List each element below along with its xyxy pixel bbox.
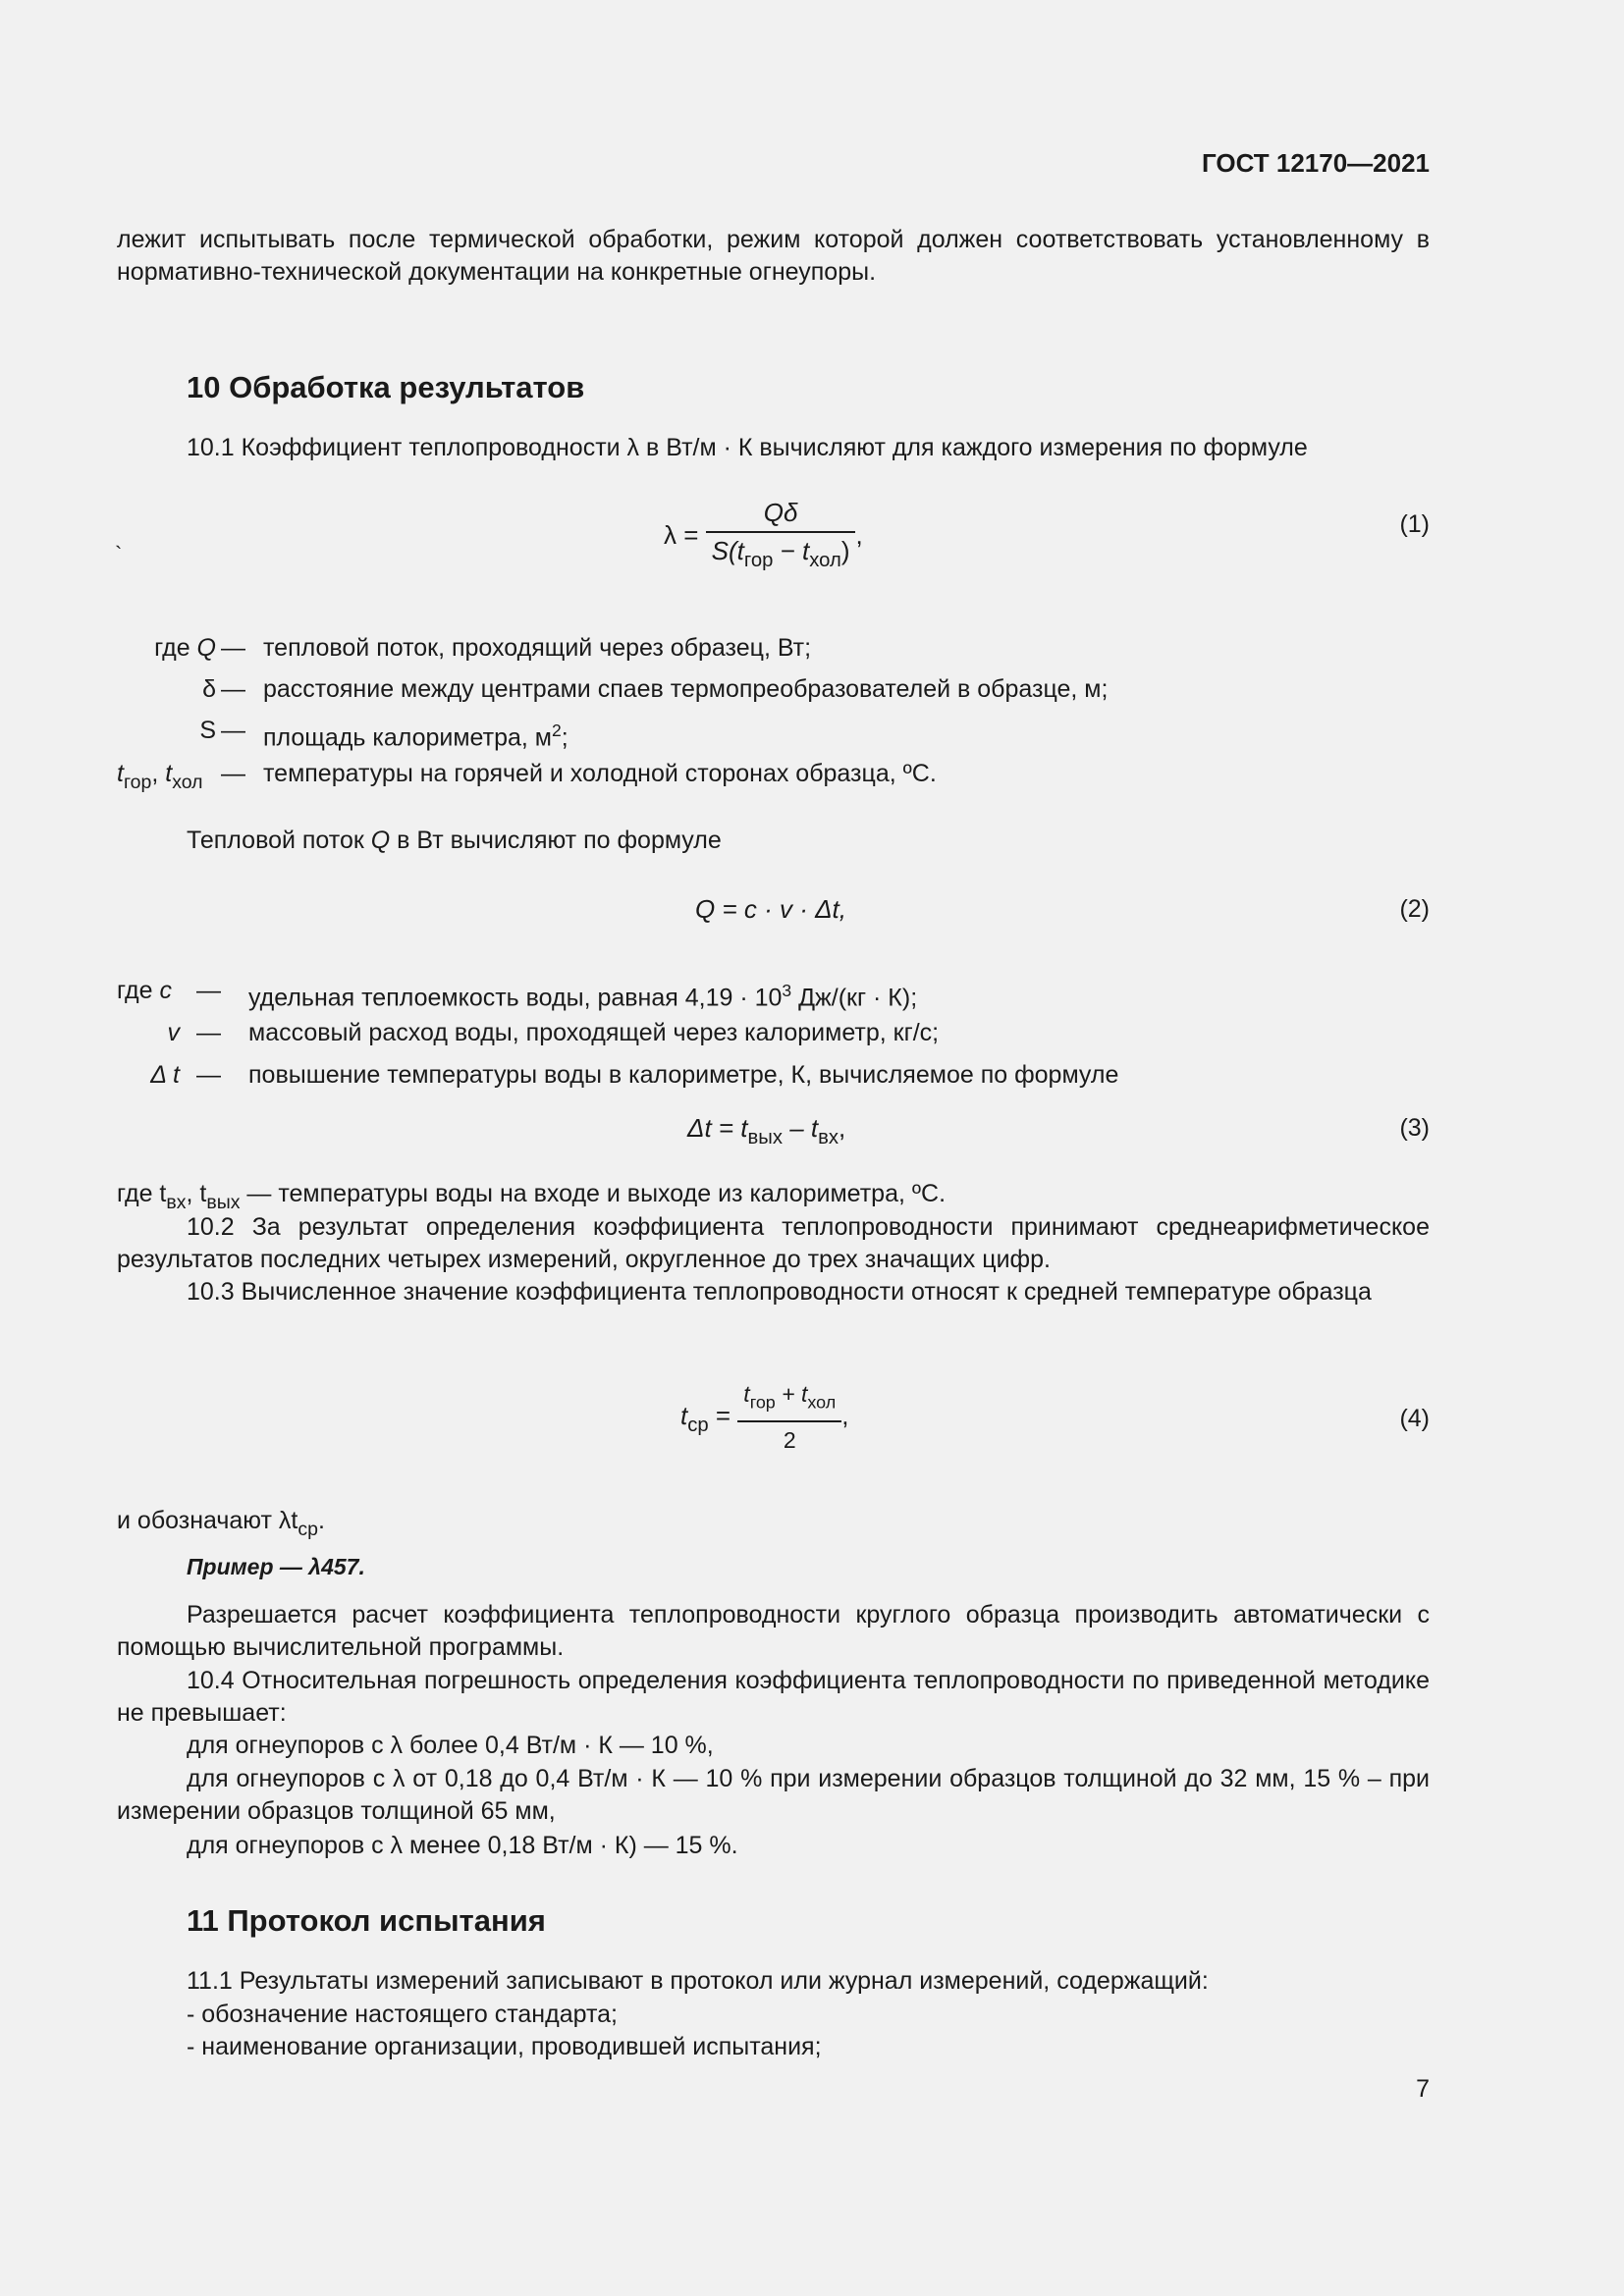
symbol: t	[117, 760, 124, 787]
subscript: вых	[206, 1191, 241, 1213]
formula-1	[664, 497, 863, 577]
subscript: вх	[818, 1127, 839, 1149]
formula-1-tail: ,	[855, 519, 863, 550]
where-v-symbol: v	[167, 1019, 180, 1046]
where-dt-dash: —	[196, 1061, 221, 1089]
text-part: в Вт вычисляют по формуле	[390, 827, 722, 854]
symbol: Q	[196, 634, 216, 662]
list-item-b: для огнеупоров с λ от 0,18 до 0,4 Вт/м · К — 10 % при измерении образцов толщиной до 32 мм, 15 % – при измерении образцов толщиной 65 мм,	[117, 1765, 1430, 1825]
where-word: где	[154, 634, 197, 662]
list-item-a: для огнеупоров с λ более 0,4 Вт/м · К — 10 %,	[187, 1732, 714, 1759]
where-v-dash: —	[196, 1019, 221, 1046]
den-sub: хол	[809, 550, 841, 572]
where-2-text: расстояние между центрами спаев термопреобразователей в образце, м;	[263, 675, 1109, 703]
formula-2-number: (2)	[1399, 895, 1430, 923]
where-c-text	[248, 975, 917, 1015]
text-part: удельная теплоемкость воды, равная 4,19 · 10	[248, 984, 783, 1012]
where-3-symbol: S	[199, 717, 216, 744]
text-part: Тепловой поток	[187, 827, 371, 854]
formula-2-q: Q	[695, 894, 716, 924]
subscript: ср	[687, 1415, 709, 1437]
list-item: - наименование организации, проводившей испытания;	[187, 2033, 822, 2060]
where-4-text: температуры на горячей и холодной сторонах образца, ºС.	[263, 760, 937, 787]
subscript: вых	[747, 1127, 783, 1149]
formula-4-tail: ,	[841, 1401, 849, 1431]
section-11-heading: 11 Протокол испытания	[187, 1903, 546, 1938]
formula-2	[695, 893, 846, 926]
list-item: - обозначение настоящего стандарта;	[187, 2001, 618, 2028]
text-part: , t	[186, 1180, 207, 1207]
formula-4-eq: =	[708, 1401, 731, 1431]
symbol: c	[159, 977, 172, 1004]
page-number: 7	[1416, 2075, 1430, 2103]
den-part: )	[840, 536, 850, 565]
text-part: площадь калориметра, м	[263, 723, 552, 752]
where-v-text: массовый расход воды, проходящей через калориметр, кг/с;	[248, 1019, 940, 1046]
where-c-symbol	[117, 975, 172, 1007]
subscript: хол	[807, 1392, 837, 1413]
formula-4-fraction	[737, 1378, 841, 1457]
superscript: 3	[782, 981, 792, 1000]
automation-paragraph: Разрешается расчет коэффициента теплопроводности круглого образца производить автоматически с помощью вычислительной программы.	[117, 1601, 1430, 1661]
continuation-paragraph: лежит испытывать после термической обработки, режим которой должен соответствовать установленному в нормативно-технической документации на конкретные огнеупоры.	[117, 226, 1430, 286]
where-3-dash: —	[221, 717, 245, 744]
formula-4	[680, 1378, 848, 1457]
subscript: гор	[123, 771, 152, 793]
text-part: .	[317, 1507, 325, 1534]
formula-3	[687, 1112, 845, 1154]
denote-line	[117, 1505, 325, 1546]
where-1-dash: —	[221, 634, 245, 662]
text-part: ;	[561, 723, 568, 752]
paragraph-10-4: 10.4 Относительная погрешность определения коэффициента теплопроводности по приведенной методике не превышает:	[117, 1667, 1430, 1727]
formula-1-number: (1)	[1399, 510, 1430, 538]
formula-1-lhs: λ =	[664, 519, 699, 550]
num-part: + t	[775, 1381, 808, 1407]
where-dt-symbol: Δ t	[150, 1061, 180, 1089]
text-part: где t	[117, 1180, 167, 1207]
formula-1-denominator	[706, 533, 856, 577]
standard-designation: ГОСТ 12170—2021	[1202, 148, 1430, 178]
example-line: Пример — λ457.	[187, 1554, 365, 1579]
symbol: Q	[370, 827, 391, 854]
section-10-heading: 10 Обработка результатов	[187, 370, 585, 404]
where-word: где	[117, 977, 160, 1004]
heat-flow-intro	[187, 825, 722, 857]
paragraph-10-3: 10.3 Вычисленное значение коэффициента теплопроводности относят к средней температуре образца	[187, 1278, 1372, 1306]
where-dt-text: повышение температуры воды в калориметре, К, вычисляемое по формуле	[248, 1061, 1119, 1089]
formula-3-part: ,	[839, 1113, 846, 1143]
formula-3-part: – t	[783, 1113, 819, 1143]
num-part: t	[743, 1381, 750, 1407]
subscript: хол	[172, 771, 203, 793]
text-part: — температуры воды на входе и выходе из калориметра, ºС.	[240, 1180, 947, 1207]
den-sub: гор	[743, 550, 774, 572]
stray-mark: `	[115, 542, 123, 566]
formula-3-number: (3)	[1399, 1114, 1430, 1142]
separator: ,	[151, 760, 166, 787]
text-part: и обозначают λt	[117, 1507, 298, 1534]
formula-4-denominator: 2	[783, 1427, 796, 1454]
superscript: 2	[551, 721, 562, 740]
formula-1-fraction	[706, 497, 856, 577]
paragraph-11-1: 11.1 Результаты измерений записывают в протокол или журнал измерений, содержащий:	[187, 1967, 1209, 1995]
paragraph-10-1: 10.1 Коэффициент теплопроводности λ в Вт/м · К вычисляют для каждого измерения по формуле	[187, 434, 1308, 461]
where-3-text	[263, 715, 568, 755]
subscript: вх	[166, 1191, 187, 1213]
subscript: гор	[749, 1392, 776, 1413]
formula-4-number: (4)	[1399, 1405, 1430, 1432]
subscript: ср	[298, 1518, 318, 1540]
formula-3-part: Δt = t	[687, 1113, 748, 1143]
where-c-dash: —	[196, 977, 221, 1004]
formula-1-numerator: Qδ	[706, 497, 856, 533]
paragraph-10-2: 10.2 За результат определения коэффициента теплопроводности принимают среднеарифметическое результатов последних четырех измерений, округленное до трех значащих цифр.	[117, 1213, 1430, 1273]
where-1-text: тепловой поток, проходящий через образец, Вт;	[263, 634, 812, 662]
where-1-symbol	[117, 632, 216, 665]
formula-4-lhs: t	[680, 1401, 688, 1431]
where-4-dash: —	[221, 760, 245, 787]
formula-4-numerator	[737, 1378, 841, 1422]
den-part: − t	[773, 536, 810, 565]
where-2-symbol: δ	[202, 675, 216, 703]
list-item-c: для огнеупоров с λ менее 0,18 Вт/м · К) — 15 %.	[187, 1832, 738, 1859]
den-part: S(t	[711, 536, 744, 565]
text-part: Дж/(кг · К);	[791, 984, 918, 1012]
where-2-dash: —	[221, 675, 245, 703]
formula-2-rest: = c · v · Δt,	[715, 894, 846, 924]
symbol: t	[165, 760, 173, 787]
where-4-symbol	[117, 758, 203, 799]
